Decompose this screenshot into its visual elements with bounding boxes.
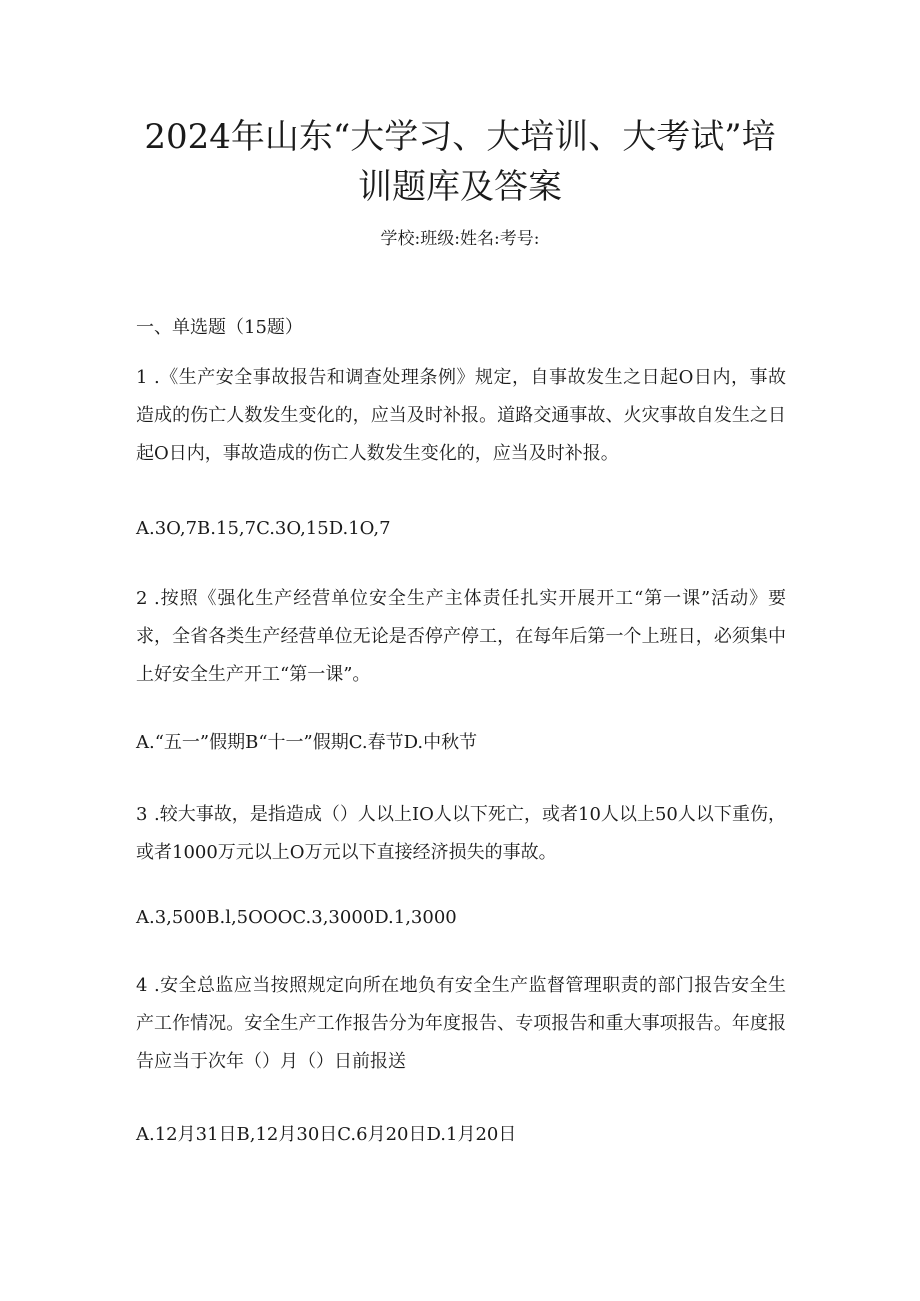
question-4-text: .安全总监应当按照规定向所在地负有安全生产监督管理职责的部门报告安全生产工作情况。安全生产工作报告分为年度报告、专项报告和重大事项报告。年度报告应当于次年（）月（）日前报送	[136, 975, 786, 1072]
question-1-text: .《生产安全事故报告和调查处理条例》规定，自事故发生之日起O日内，事故造成的伤亡人数发生变化的，应当及时补报。道路交通事故、火灾事故自发生之日起O日内，事故造成的伤亡人数发生变化的，应当及时补报。	[136, 367, 786, 464]
question-2-text: .按照《强化生产经营单位安全生产主体责任扎实开展开工“第一课”活动》要求，全省各类生产经营单位无论是否停产停工，在每年后第一个上班日，必须集中上好安全生产开工“第一课”。	[136, 588, 786, 685]
question-1-number: 1	[136, 367, 148, 388]
question-1-options: A.3O,7B.15,7C.3O,15D.1O,7	[136, 518, 391, 539]
question-2	[136, 580, 786, 694]
question-3-text: .较大事故，是指造成（）人以上IO人以下死亡，或者10人以上50人以下重伤，或者1000万元以上O万元以下直接经济损失的事故。	[136, 804, 786, 863]
question-4	[136, 967, 786, 1081]
question-3	[136, 796, 786, 872]
section-title: 一、单选题（15题）	[136, 317, 303, 338]
question-2-number: 2	[136, 588, 148, 609]
question-3-number: 3	[136, 804, 148, 825]
question-4-number: 4	[136, 975, 148, 996]
document-title-line-2: 训题库及答案	[358, 167, 562, 207]
question-4-options: A.12月31日B,12月30日C.6月20日D.1月20日	[136, 1124, 517, 1145]
student-info-line: 学校:班级:姓名:考号:	[380, 229, 540, 249]
document-title-line-1: 2024年山东“大学习、大培训、大考试”培	[144, 117, 776, 157]
question-3-options: A.3,500B.l,5OOOC.3,3000D.1,3000	[136, 907, 457, 928]
question-2-options: A.“五一”假期B“十一”假期C.春节D.中秋节	[136, 732, 478, 753]
question-1	[136, 359, 786, 473]
